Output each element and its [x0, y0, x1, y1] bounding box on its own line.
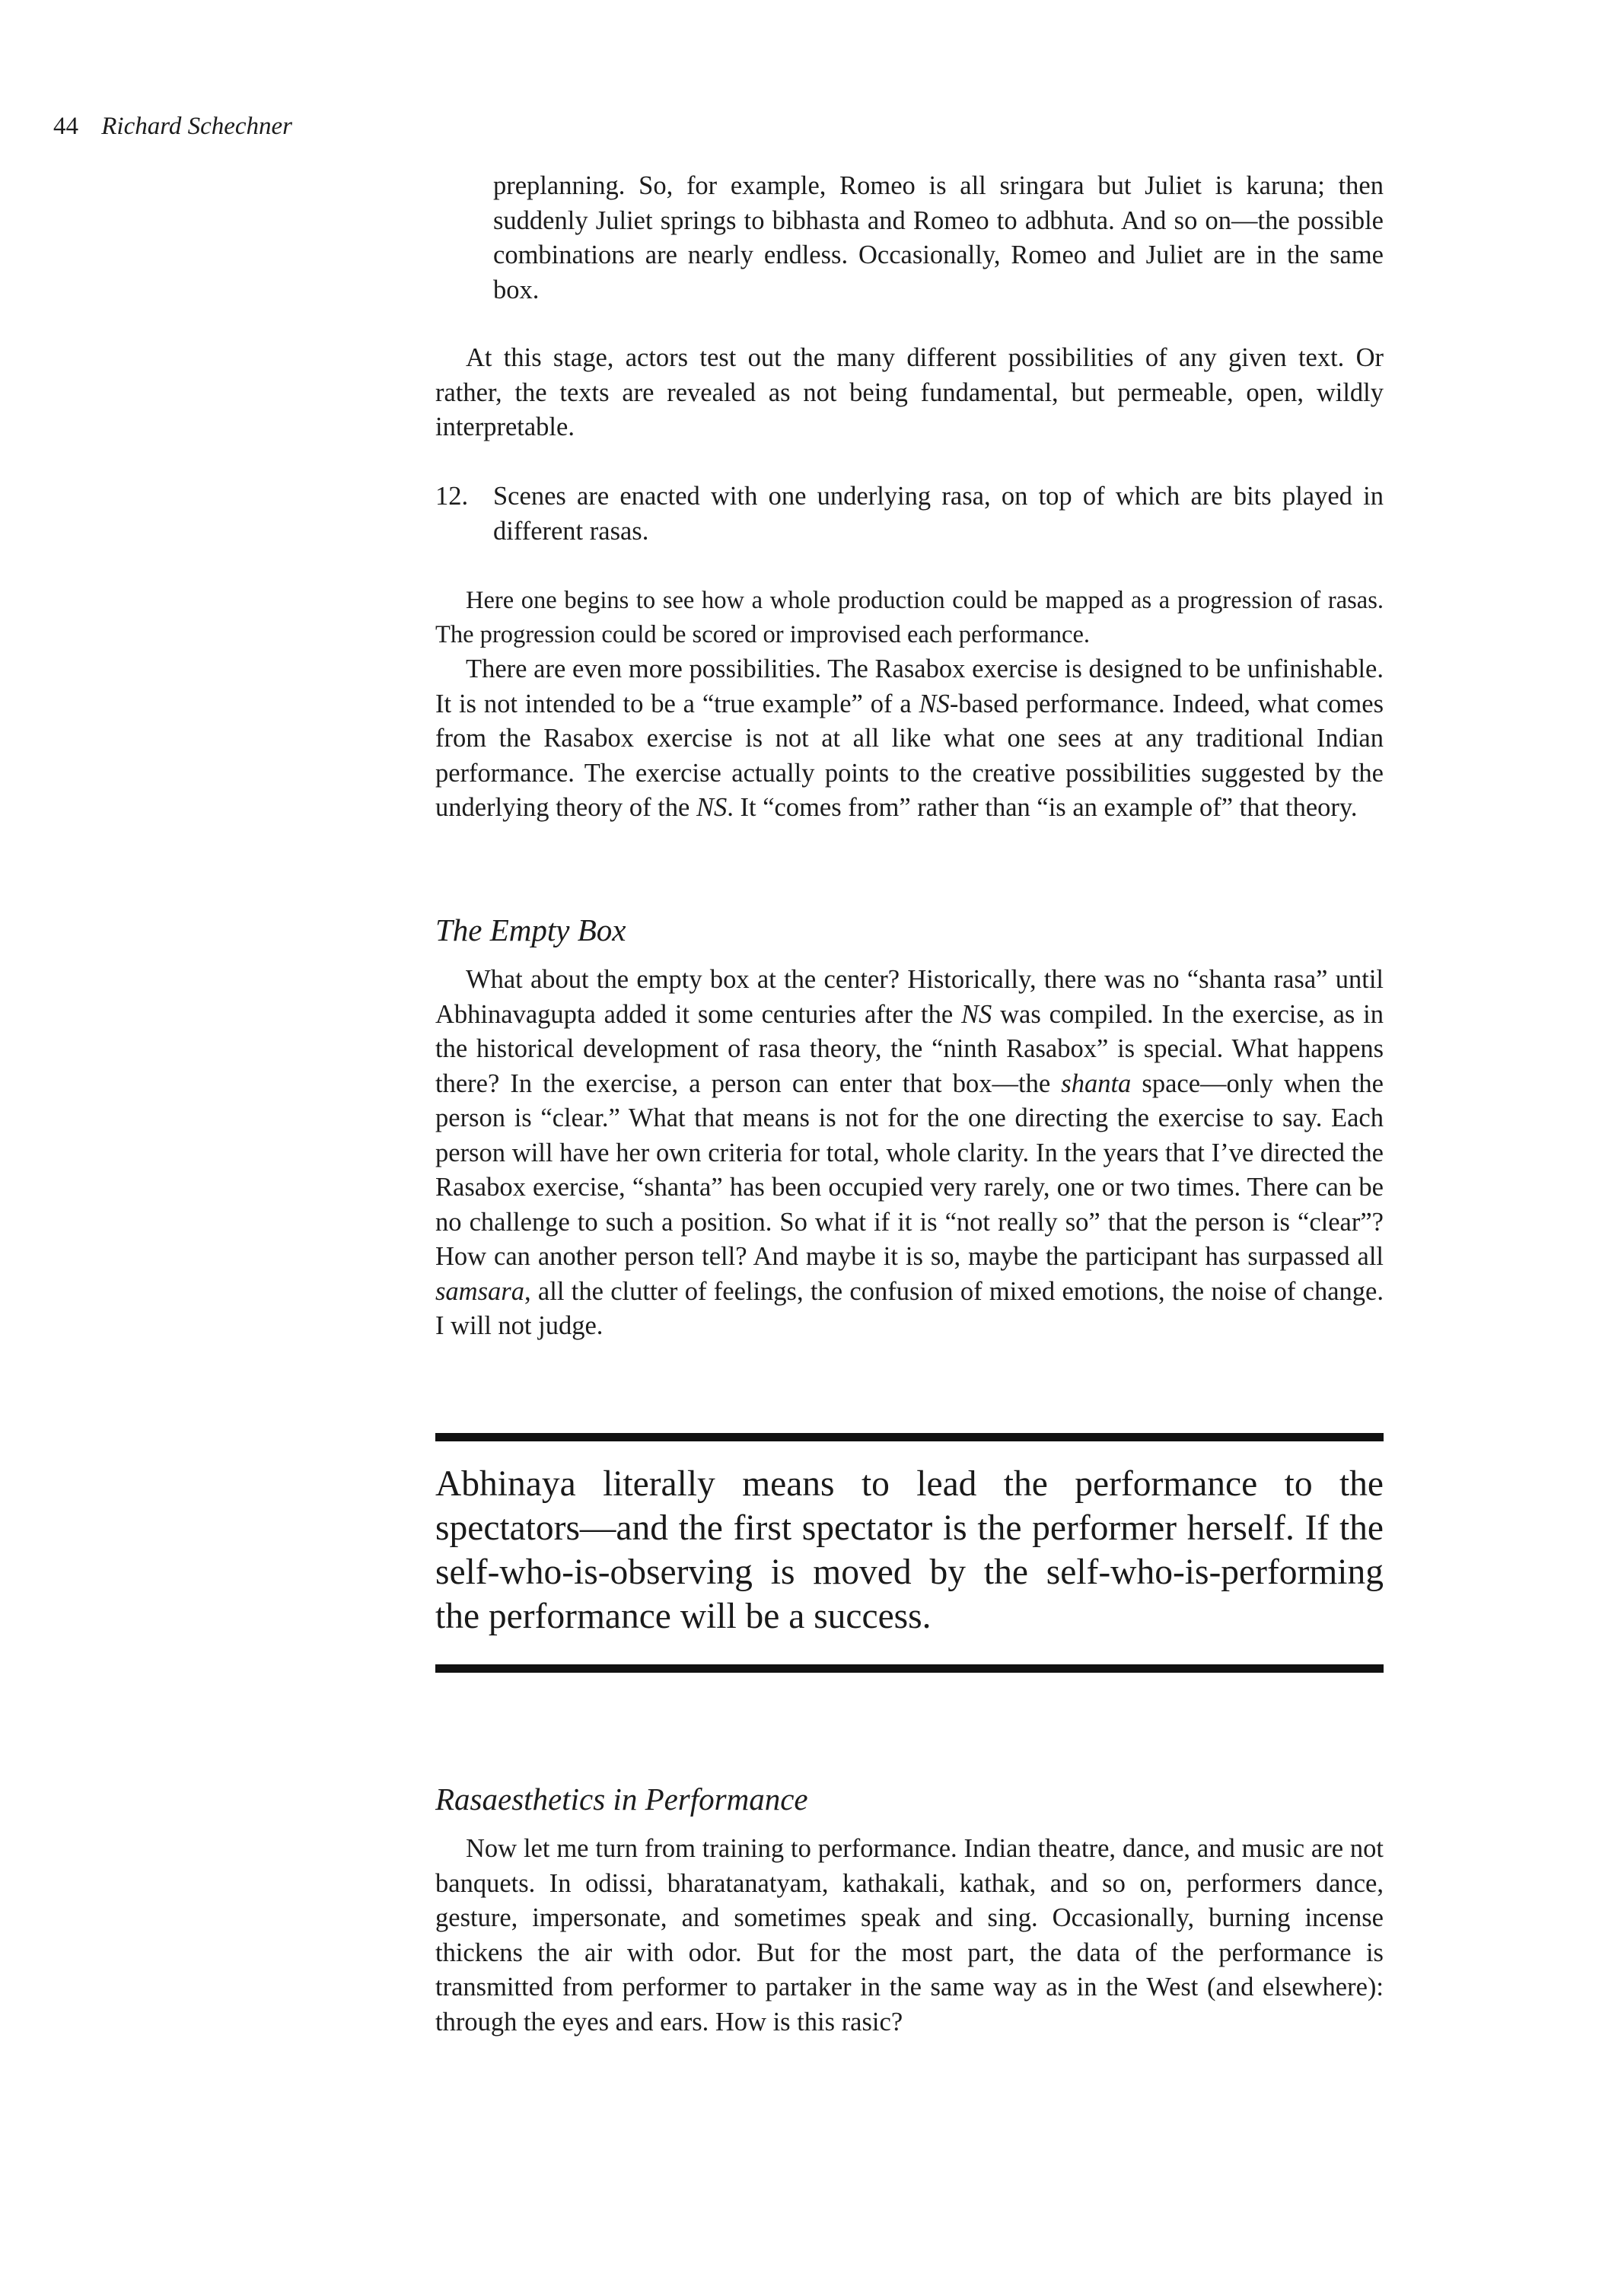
paragraph-possibilities-text: There are even more possibilities. The Rasabox exercise is designed to be unfinishable. It is not intended to be a “true example” of a NS-based performance. Indeed, what comes from the Rasabox exercise is not at all like what one sees at any traditional Indian performance. The exercise actually points to the creative possibilities suggested by the underlying theory of the NS. It “comes from” rather than “is an example of” that theory.: [435, 654, 1384, 822]
pull-quote-rule-top: [435, 1433, 1384, 1441]
section-heading-empty-box: The Empty Box: [435, 912, 626, 947]
numbered-list-item: [435, 479, 1384, 549]
running-head: [53, 111, 292, 142]
list-item: [435, 479, 1384, 549]
block-quote-text: preplanning. So, for example, Romeo is all sringara but Juliet is karuna; then suddenly Juliet springs to bibhasta and Romeo to adbhuta. And so on—the possible combinations are nearly endless. Occasionally, Romeo and Juliet are in the same box.: [493, 171, 1384, 304]
block-quote-continued: [435, 169, 1384, 307]
rasaesthetics-paragraph: Now let me turn from training to performance. Indian theatre, dance, and music are not banquets. In odissi, bharatanatyam, kathakali, kathak, and so on, performers dance, gesture, impersonate, and sometimes speak and sing. Occasionally, burning incense thickens the air with odor. But for the most part, the data of the performance is transmitted from performer to partaker in the same way as in the West (and elsewhere): through the eyes and ears. How is this rasic?: [435, 1834, 1384, 2036]
section-empty-box-body: [435, 963, 1384, 1344]
pull-quote-box: [435, 1433, 1384, 1673]
paragraph-possibilities: [435, 652, 1384, 826]
list-item-text: Scenes are enacted with one underlying rasa, on top of which are bits played in different rasas.: [493, 482, 1384, 546]
section-rasaesthetics-body: [435, 1832, 1384, 2040]
pull-quote-text: Abhinaya literally means to lead the performance to the spectators—and the first spectator is the performer herself. If the self-who-is-observing is moved by the self-who-is-performing the performance will be a success.: [435, 1464, 1384, 1636]
section-empty-box: [435, 910, 1384, 950]
section-rasaesthetics: [435, 1779, 1384, 1819]
page-number: 44: [53, 113, 78, 140]
list-item-number: 12.: [435, 482, 469, 511]
pull-quote-rule-bottom: [435, 1664, 1384, 1673]
section-heading-rasaesthetics: Rasaesthetics in Performance: [435, 1782, 808, 1817]
paragraph-progression: [435, 584, 1384, 651]
empty-box-paragraph: What about the empty box at the center? Historically, there was no “shanta rasa” until Abhinavagupta added it some centuries after the NS was compiled. In the exercise, as in the historical development of rasa theory, the “ninth Rasabox” is special. What happens there? In the exercise, a person can enter that box—the shanta space—only when the person is “clear.” What that means is not for the one directing the exercise to say. Each person will have her own criteria for total, whole clarity. In the years that I’ve directed the Rasabox exercise, “shanta” has been occupied very rarely, one or two times. There can be no challenge to such a position. So what if it is “not really so” that the person is “clear”? How can another person tell? And maybe it is so, maybe the participant has surpassed all samsara, all the clutter of feelings, the confusion of mixed emotions, the noise of change. I will not judge.: [435, 965, 1384, 1340]
paragraph-stage-text: At this stage, actors test out the many different possibilities of any given text. Or rather, the texts are revealed as not being fundamental, but permeable, open, wildly interpretable.: [435, 343, 1384, 441]
paragraph-progression-text: Here one begins to see how a whole production could be mapped as a progression of rasas. The progression could be scored or improvised each performance.: [435, 587, 1384, 648]
running-head-author: Richard Schechner: [101, 113, 293, 140]
paragraph-stage: [435, 341, 1384, 445]
